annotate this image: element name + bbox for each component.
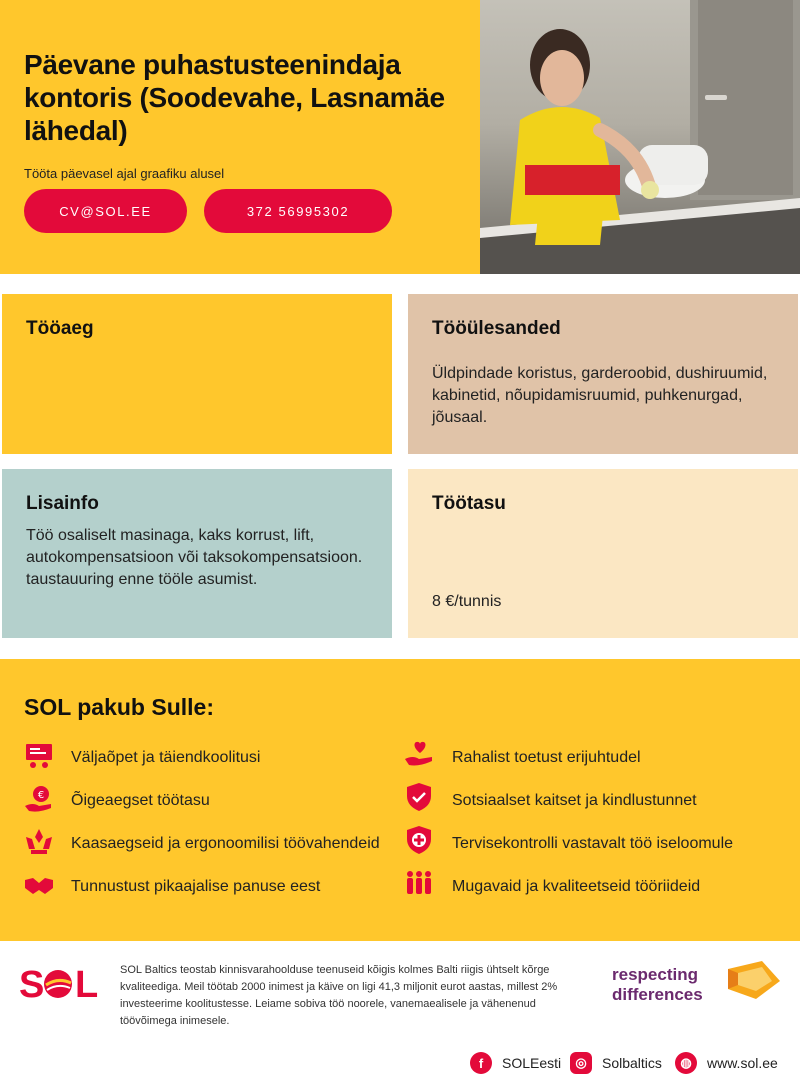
page-title: Päevane puhastusteenindaja kontoris (Soodevahe, Lasnamäe lähedal) — [24, 49, 445, 146]
instagram-link[interactable] — [570, 1052, 662, 1074]
hero-text — [24, 48, 474, 181]
tasks-text: Üldpindade koristus, garderoobid, dushiruumid, kabinetid, nõupidamisruumid, puhkenurgad, jõusaal. — [432, 365, 768, 426]
benefit-item — [23, 827, 55, 857]
people-icon — [403, 868, 435, 898]
company-description: SOL Baltics teostab kinnisvarahoolduse teenuseid kõigis kolmes Balti riigis ühtselt kõrge kvaliteediga. Meil töötab 2000 inimest ja käive on ligi 41,3 miljonit eurot aastas, millest 2% investeerime koolitustesse. Leiame sobiva töö noorele, vanemaealisele ja vähenenud töövõimega inimesele. — [120, 964, 558, 1027]
benefit-label: Õigeaegset töötasu — [71, 792, 210, 809]
facebook-label: SOLEesti — [502, 1055, 562, 1071]
work-time-card — [2, 294, 392, 454]
benefit-item — [403, 868, 435, 898]
benefit-label: Väljaõpet ja täiendkoolitusi — [71, 749, 261, 766]
tagline-line-2: differences — [612, 985, 703, 1004]
benefits-heading: SOL pakub Sulle: — [24, 694, 214, 720]
benefit-item — [403, 825, 435, 855]
respecting-differences-tagline — [612, 965, 703, 1005]
email-button[interactable]: CV@SOL.EE — [24, 189, 187, 233]
sol-logo — [19, 963, 103, 1008]
extra-info-card — [2, 469, 392, 638]
shield-check-icon — [403, 782, 435, 812]
benefits-section — [0, 659, 800, 941]
euro-hand-icon — [23, 784, 55, 814]
extra-info-text: Töö osaliselt masinaga, kaks korrust, lift, autokompensatsioon või taksokompensatsioon. taustauuring enne tööle asumist. — [26, 527, 363, 588]
benefit-label: Tervisekontrolli vastavalt töö iseloomule — [452, 835, 734, 852]
benefit-item — [23, 741, 55, 771]
footer — [0, 941, 800, 1085]
tools-icon — [23, 827, 55, 857]
salary-heading: Töötasu — [432, 493, 506, 514]
pentagon-logo — [722, 959, 782, 1006]
heart-hand-icon — [403, 739, 435, 769]
benefit-label: Rahalist toetust erijuhtudel — [452, 749, 641, 766]
facebook-icon: f — [470, 1052, 492, 1074]
handshake-icon — [23, 870, 55, 900]
benefit-label: Kaasaegseid ja ergonoomilisi töövahendeid — [71, 835, 380, 852]
salary-card — [408, 469, 798, 638]
work-time-heading: Tööaeg — [26, 318, 94, 339]
instagram-icon: ◎ — [570, 1052, 592, 1074]
facebook-link[interactable] — [470, 1052, 561, 1074]
tasks-heading: Tööülesanded — [432, 318, 561, 339]
tasks-card — [408, 294, 798, 454]
benefit-label: Sotsiaalset kaitset ja kindlustunnet — [452, 792, 697, 809]
globe-icon: ◍ — [675, 1052, 697, 1074]
website-label: www.sol.ee — [707, 1055, 778, 1071]
contact-buttons — [24, 189, 392, 233]
shield-cross-icon — [403, 825, 435, 855]
svg-text:S: S — [19, 964, 45, 1003]
hero-section — [0, 0, 800, 274]
benefit-item — [23, 784, 55, 814]
svg-text:L: L — [75, 964, 99, 1003]
benefit-item — [23, 870, 55, 900]
salary-text: 8 €/tunnis — [432, 593, 502, 610]
phone-button[interactable]: 372 56995302 — [204, 189, 392, 233]
training-icon — [23, 741, 55, 771]
benefit-label: Tunnustust pikaajalise panuse eest — [71, 878, 321, 895]
extra-info-heading: Lisainfo — [26, 493, 99, 514]
hero-photo — [480, 0, 800, 274]
website-link[interactable] — [675, 1052, 778, 1074]
benefit-item — [403, 782, 435, 812]
benefit-label: Mugavaid ja kvaliteetseid tööriideid — [452, 878, 701, 895]
benefit-item — [403, 739, 435, 769]
page-subtitle: Tööta päevasel ajal graafiku alusel — [24, 166, 225, 181]
instagram-label: Solbaltics — [602, 1055, 662, 1071]
svg-text:€: € — [37, 790, 45, 801]
tagline-line-1: respecting — [612, 965, 698, 984]
